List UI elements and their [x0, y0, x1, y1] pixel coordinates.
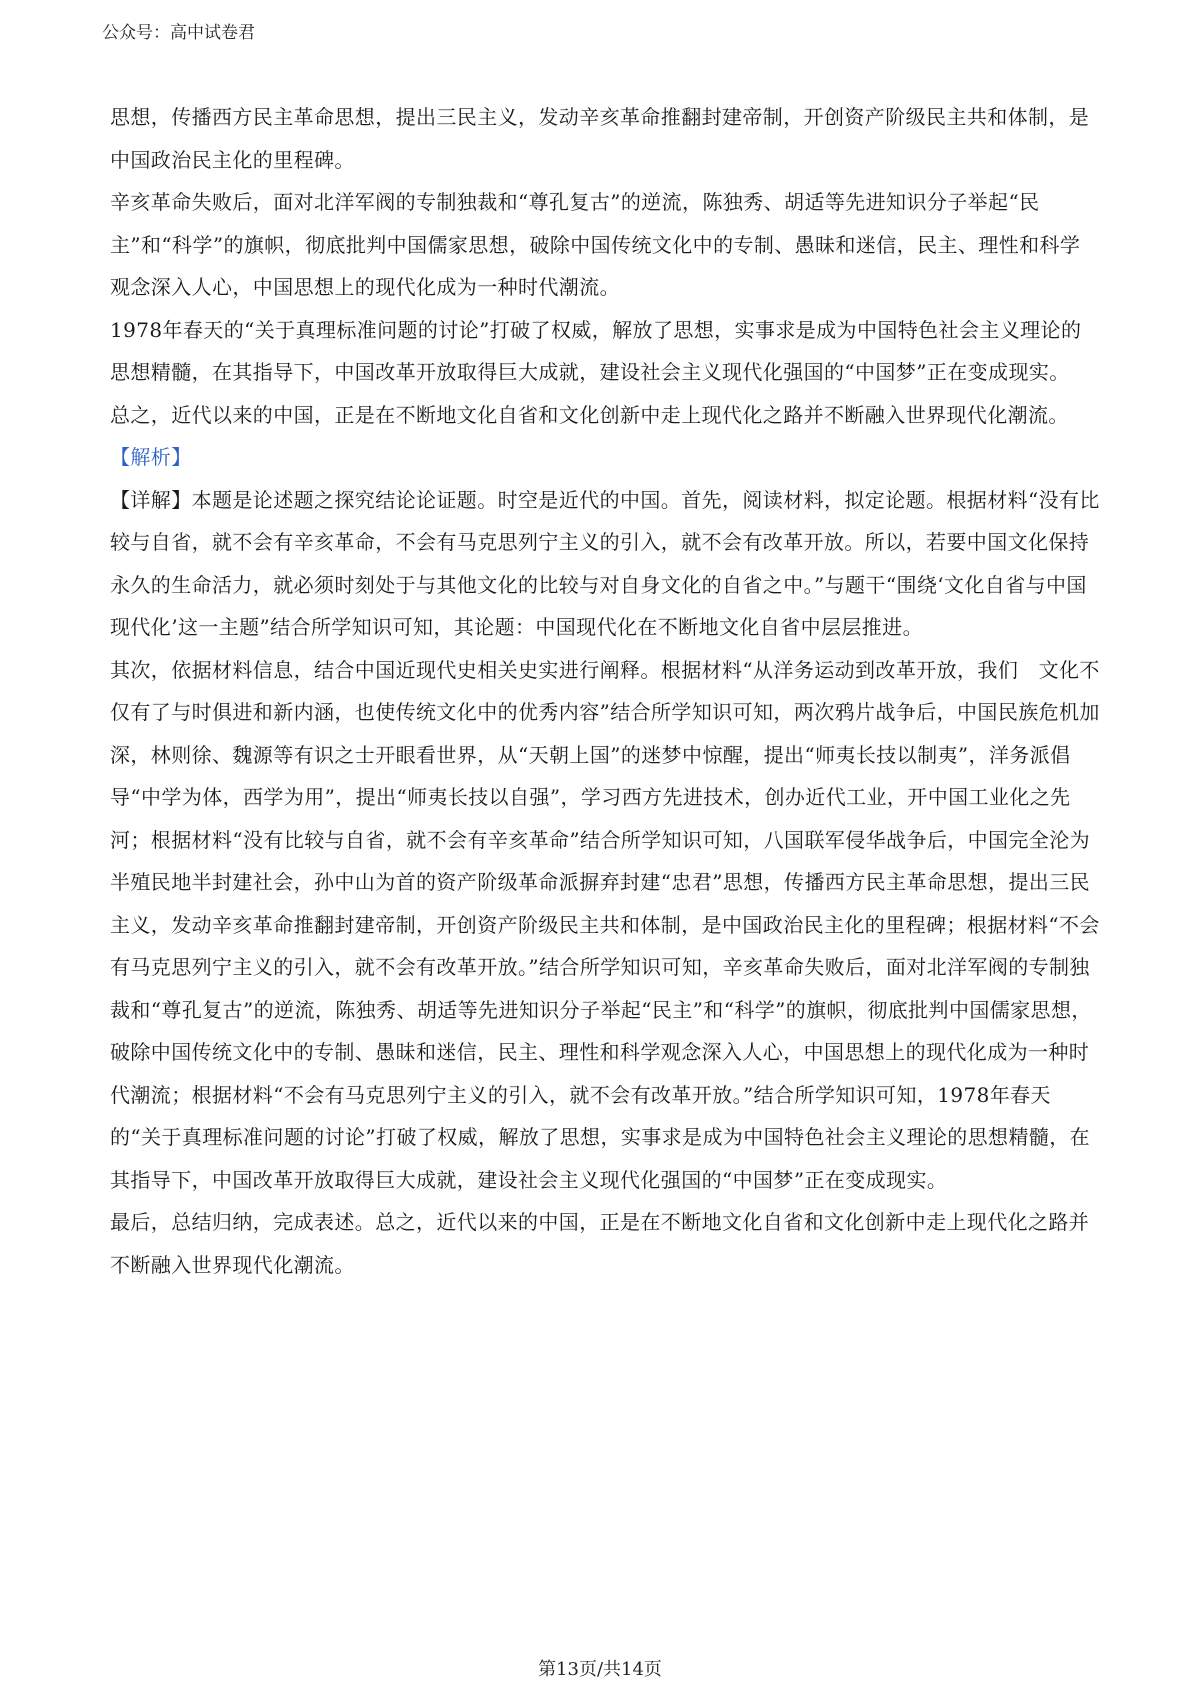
analysis-section-label: 【解析】 [110, 445, 192, 469]
answer-paragraph-2: 辛亥革命失败后，面对北洋军阀的专制独裁和“尊孔复古”的逆流，陈独秀、胡适等先进知识分子举起“民主”和“科学”的旗帜，彻底批判中国儒家思想，破除中国传统文化中的专制、愚昧和迷信，民主、理性和科学观念深入人心，中国思想上的现代化成为一种时代潮流。 [110, 190, 1081, 299]
answer-paragraph-1: 思想，传播西方民主革命思想，提出三民主义，发动辛亥革命推翻封建帝制，开创资产阶级民主共和体制，是中国政治民主化的里程碑。 [110, 105, 1090, 172]
page-number-footer: 第13页/共14页 [538, 1659, 662, 1680]
page-header-source: 公众号：高中试卷君 [102, 23, 255, 43]
document-body [110, 96, 1100, 1286]
answer-paragraph-4: 总之，近代以来的中国，正是在不断地文化自省和文化创新中走上现代化之路并不断融入世界现代化潮流。 [110, 402, 1069, 427]
detail-paragraph-3: 最后，总结归纳，完成表述。总之，近代以来的中国，正是在不断地文化自省和文化创新中走上现代化之路并不断融入世界现代化潮流。 [110, 1210, 1090, 1277]
detail-paragraph-1: 【详解】本题是论述题之探究结论论证题。时空是近代的中国。首先，阅读材料，拟定论题。根据材料“没有比较与自省，就不会有辛亥革命，不会有马克思列宁主义的引入，就不会有改革开放。所以，若要中国文化保持永久的生命活力，就必须时刻处于与其他文化的比较与对自身文化的自省之中。”与题干“围绕‘文化自省与中国现代化’这一主题”结合所学知识可知，其论题：中国现代化在不断地文化自省中层层推进。 [110, 487, 1100, 639]
answer-paragraph-3: 1978年春天的“关于真理标准问题的讨论”打破了权威，解放了思想，实事求是成为中国特色社会主义理论的思想精髓，在其指导下，中国改革开放取得巨大成就，建设社会主义现代化强国的“中国梦”正在变成现实。 [110, 317, 1082, 384]
detail-paragraph-2: 其次，依据材料信息，结合中国近现代史相关史实进行阐释。根据材料“从洋务运动到改革开放，我们 文化不仅有了与时俱进和新内涵，也使传统文化中的优秀内容”结合所学知识可知，两次鸦片战争后，中国民族危机加深，林则徐、魏源等有识之士开眼看世界，从“天朝上国”的迷梦中惊醒，提出“师夷长技以制夷”，洋务派倡导“中学为体，西学为用”，提出“师夷长技以自强”，学习西方先进技术，创办近代工业，开中国工业化之先河；根据材料“没有比较与自省，就不会有辛亥革命”结合所学知识可知，八国联军侵华战争后，中国完全沦为半殖民地半封建社会，孙中山为首的资产阶级革命派摒弃封建“忠君”思想，传播西方民主革命思想，提出三民主义，发动辛亥革命推翻封建帝制，开创资产阶级民主共和体制，是中国政治民主化的里程碑；根据材料“不会有马克思列宁主义的引入，就不会有改革开放。”结合所学知识可知，辛亥革命失败后，面对北洋军阀的专制独裁和“尊孔复古”的逆流，陈独秀、胡适等先进知识分子举起“民主”和“科学”的旗帜，彻底批判中国儒家思想，破除中国传统文化中的专制、愚昧和迷信，民主、理性和科学观念深入人心，中国思想上的现代化成为一种时代潮流；根据材料“不会有马克思列宁主义的引入，就不会有改革开放。”结合所学知识可知，1978年春天的“关于真理标准问题的讨论”打破了权威，解放了思想，实事求是成为中国特色社会主义理论的思想精髓，在其指导下，中国改革开放取得巨大成就，建设社会主义现代化强国的“中国梦”正在变成现实。 [110, 657, 1100, 1192]
